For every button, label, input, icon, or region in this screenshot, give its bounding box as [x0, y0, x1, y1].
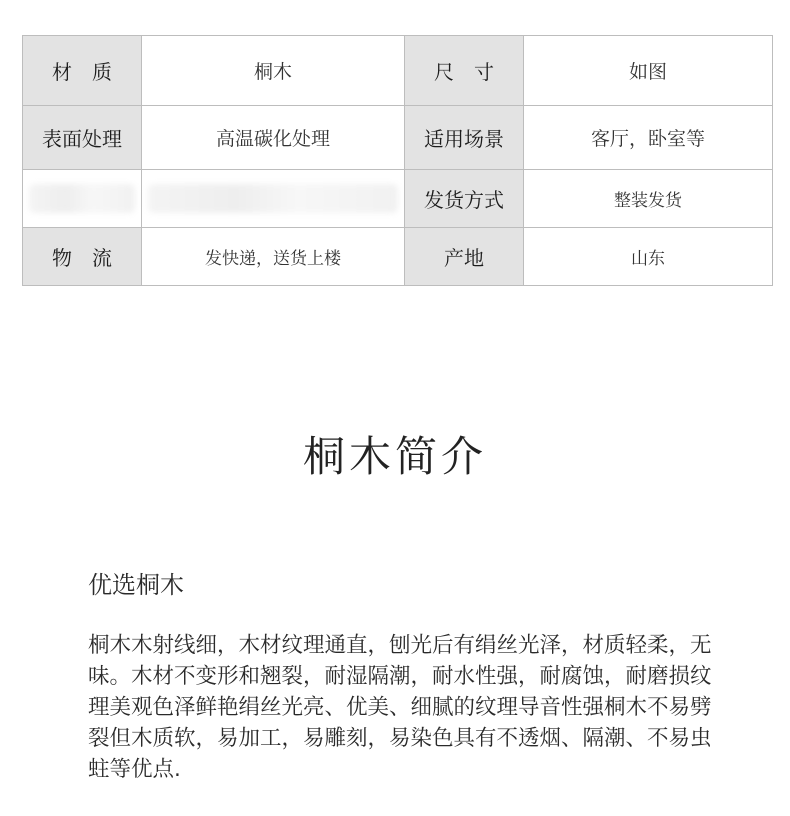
table-row — [23, 106, 773, 170]
table-row — [23, 36, 773, 106]
blurred-value-cell — [142, 170, 405, 228]
size-value: 如图 — [524, 36, 773, 106]
size-label: 尺 寸 — [405, 36, 524, 106]
page-title: 桐木简介 — [302, 432, 487, 481]
blurred-region — [148, 184, 398, 213]
shipping-method-label: 发货方式 — [405, 170, 524, 228]
logistics-value: 发快递，送货上楼 — [142, 228, 405, 286]
origin-value: 山东 — [524, 228, 773, 286]
usage-scene-label: 适用场景 — [405, 106, 524, 170]
origin-label: 产地 — [405, 228, 524, 286]
usage-scene-value: 客厅，卧室等 — [524, 106, 773, 170]
logistics-label: 物 流 — [23, 228, 142, 286]
table-row — [23, 228, 773, 286]
blurred-region — [29, 184, 135, 213]
table-row — [23, 170, 773, 228]
shipping-method-value: 整装发货 — [524, 170, 773, 228]
surface-treatment-value: 高温碳化处理 — [142, 106, 405, 170]
surface-treatment-label: 表面处理 — [23, 106, 142, 170]
section-heading: 优选桐木 — [88, 571, 184, 599]
spec-table — [22, 35, 773, 286]
blurred-label-cell — [23, 170, 142, 228]
material-label: 材 质 — [23, 36, 142, 106]
description-paragraph: 桐木木射线细，木材纹理通直，刨光后有绢丝光泽，材质轻柔，无味。木材不变形和翘裂，耐湿隔潮，耐水性强，耐腐蚀，耐磨损纹理美观色泽鲜艳绢丝光亮、优美、细腻的纹理导音性强桐木不易劈裂但木质软，易加工，易雕刻，易染色具有不透烟、隔潮、不易虫蛀等优点. — [88, 633, 712, 782]
material-value: 桐木 — [142, 36, 405, 106]
